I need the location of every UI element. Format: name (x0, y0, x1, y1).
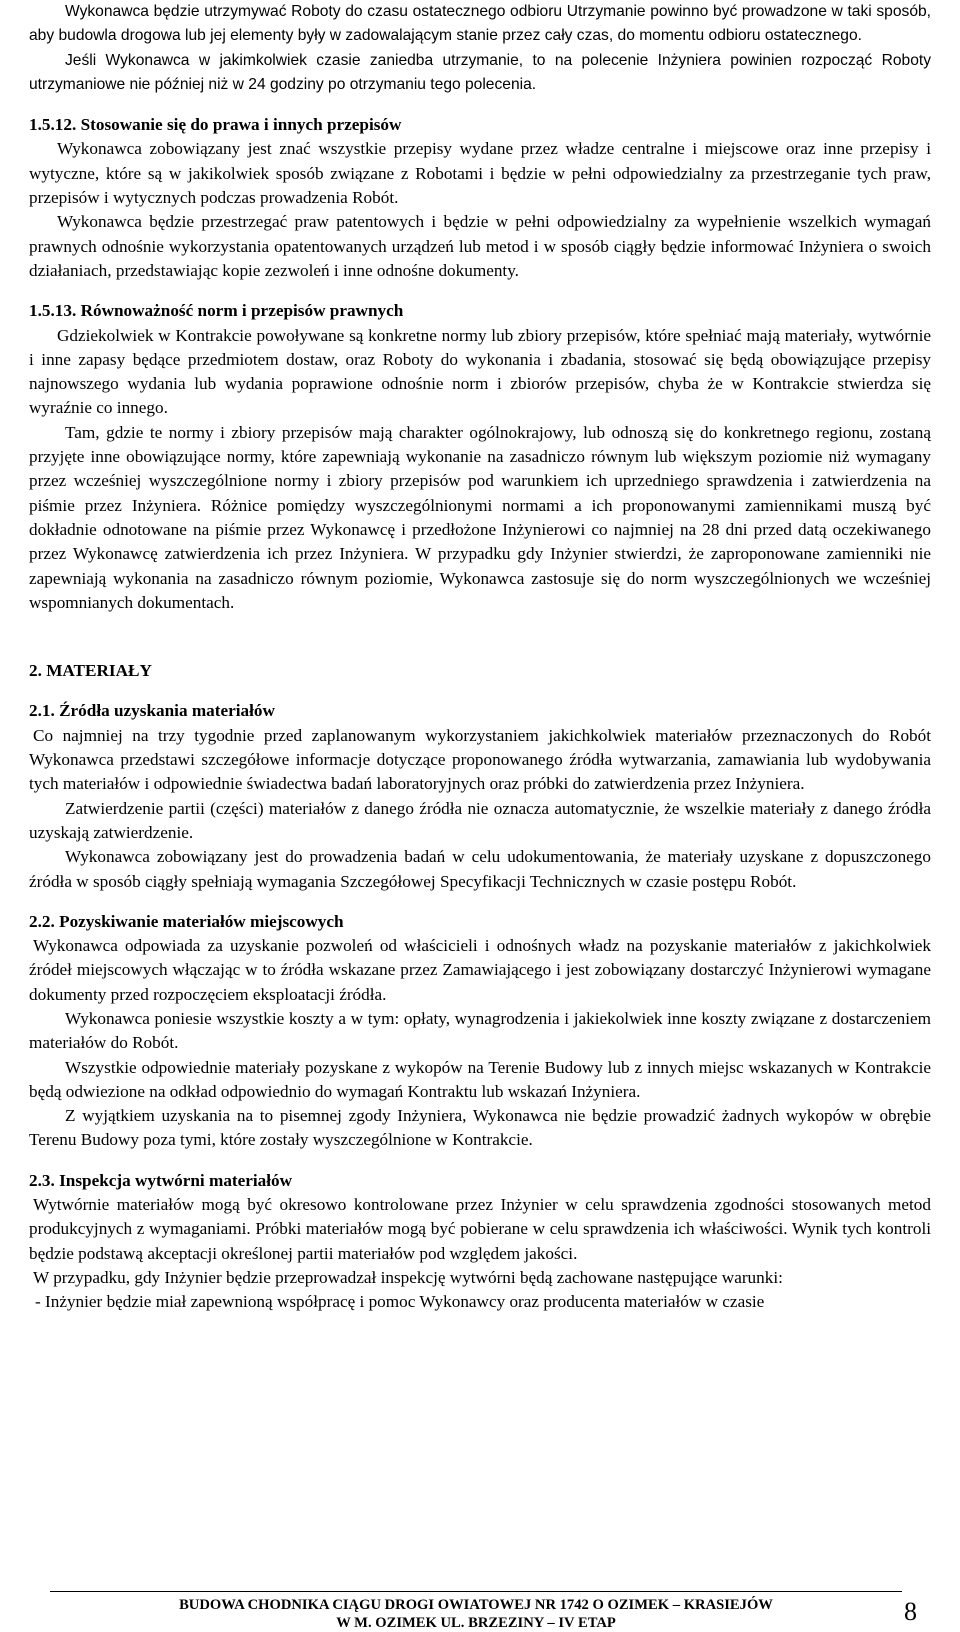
footer-location-line: W M. OZIMEK UL. BRZEZINY – IV ETAP (336, 1615, 616, 1631)
paragraph: Tam, gdzie te normy i zbiory przepisów mają charakter ogólnokrajowy, lub odnoszą się do konkretnego regionu, zostaną przyjęte inne obowiązujące normy, które zapewniają wykonanie na zasadniczo równym lub większym poziomie niż wymagany przez wcześniej wyszczególnione normy i zbiory przepisów pod warunkiem ich uprzedniego sprawdzenia i zatwierdzenia na piśmie przez Inżyniera. Różnice pomiędzy wyszczególnionymi normami a ich proponowanymi zamiennikami muszą być dokładnie odnotowane na piśmie przez Wykonawcę i przedłożone Inżynierowi co najmniej na 28 dni przed datą oczekiwanego przez Wykonawcę zatwierdzenia ich przez Inżyniera. W przypadku gdy Inżynier stwierdzi, że zaproponowane zamienniki nie zapewniają wykonania na zasadniczo równym poziomie, Wykonawca zastosuje się do norm wyszczególnionych we wcześniej wspomnianych dokumentach. (29, 422, 931, 612)
paragraph: Wykonawca będzie przestrzegać praw patentowych i będzie w pełni odpowiedzialny za wypełnienie wszelkich wymagań prawnych odnośnie wykorzystania opatentowanych urządzeń lub metod i w sposób ciągły będzie informować Inżyniera o swoich działaniach, przedstawiając kopie zezwoleń i inne odnośne dokumenty. (29, 212, 931, 280)
paragraph: W przypadku, gdy Inżynier będzie przeprowadzał inspekcję wytwórni będą zachowane następujące warunki: (33, 1267, 783, 1287)
chapter-heading-2: 2. MATERIAŁY (29, 661, 152, 681)
page-number: 8 (904, 1597, 917, 1626)
paragraph: Jeśli Wykonawca w jakimkolwiek czasie zaniedba utrzymanie, to na polecenie Inżyniera powinien rozpocząć Roboty utrzymaniowe nie później niż w 24 godziny po otrzymaniu tego polecenia. (29, 51, 931, 93)
paragraph: Wytwórnie materiałów mogą być okresowo kontrolowane przez Inżynier w celu sprawdzenia zgodności stosowanych metod produkcyjnych z wymaganiami. Próbki materiałów mogą być pobierane w celu sprawdzenia ich właściwości. Wynik tych kontroli będzie podstawą akceptacji określonej partii materiałów pod względem jakości. (29, 1195, 931, 1263)
paragraph: Wykonawca zobowiązany jest znać wszystkie przepisy wydane przez władze centralne i miejscowe oraz inne przepisy i wytyczne, które są w jakikolwiek sposób związane z Robotami i będzie w pełni odpowiedzialny za przestrzeganie tych praw, przepisów i wytycznych podczas prowadzenia Robót. (29, 139, 931, 208)
section-heading-2-2: 2.2. Pozyskiwanie materiałów miejscowych (29, 911, 344, 931)
paragraph: Wykonawca odpowiada za uzyskanie pozwoleń od właścicieli i odnośnych władz na pozyskanie materiałów z jakichkolwiek źródeł miejscowych włączając w to źródła wskazane przez Zamawiającego i jest zobowiązany dostarczyć Inżynierowi wymagane dokumenty przed rozpoczęciem eksploatacji źródła. (29, 936, 931, 1004)
page-footer (50, 1591, 902, 1632)
paragraph: Wszystkie odpowiednie materiały pozyskane z wykopów na Terenie Budowy lub z innych miejsc wskazanych w Kontrakcie będą odwiezione na odkład odpowiednio do wymagań Kontraktu lub wskazań Inżyniera. (29, 1057, 931, 1101)
section-heading-1-5-13: 1.5.13. Równoważność norm i przepisów prawnych (29, 301, 404, 321)
page-content (29, 0, 931, 1315)
paragraph: Wykonawca poniesie wszystkie koszty a w tym: opłaty, wynagrodzenia i jakiekolwiek inne koszty związane z dostarczeniem materiałów do Robót. (29, 1008, 931, 1053)
section-heading-2-3: 2.3. Inspekcja wytwórni materiałów (29, 1170, 293, 1190)
paragraph: Z wyjątkiem uzyskania na to pisemnej zgody Inżyniera, Wykonawca nie będzie prowadzić żadnych wykopów w obrębie Terenu Budowy poza tymi, które zostały wyszczególnione w Kontrakcie. (29, 1106, 931, 1150)
section-heading-2-1: 2.1. Źródła uzyskania materiałów (29, 701, 275, 721)
paragraph: Gdziekolwiek w Kontrakcie powoływane są konkretne normy lub zbiory przepisów, które spełniać mają materiały, wytwórnie i inne zapasy będące przedmiotem dostaw, oraz Roboty do wykonania i zbadania, stosować się będą obowiązujące przepisy najnowszego wydania lub wydania poprawione odnośnie norm i zbiorów przepisów, chyba że w Kontrakcie stwierdza się wyraźnie co innego. (29, 325, 931, 418)
section-heading-1-5-12: 1.5.12. Stosowanie się do prawa i innych przepisów (29, 115, 402, 135)
paragraph: Wykonawca zobowiązany jest do prowadzenia badań w celu udokumentowania, że materiały uzyskane z dopuszczonego źródła w sposób ciągły spełniają wymagania Szczegółowej Specyfikacji Technicznych w czasie postępu Robót. (29, 847, 931, 891)
footer-title-line: BUDOWA CHODNIKA CIĄGU DROGI OWIATOWEJ NR 1742 O OZIMEK – KRASIEJÓW (179, 1597, 773, 1613)
list-item: - Inżynier będzie miał zapewnioną współpracę i pomoc Wykonawcy oraz producenta materiałów w czasie (35, 1292, 765, 1312)
paragraph: Wykonawca będzie utrzymywać Roboty do czasu ostatecznego odbioru Utrzymanie powinno być prowadzone w taki sposób, aby budowla drogowa lub jej elementy były w zadowalającym stanie przez cały czas, do momentu odbioru ostatecznego. (29, 3, 931, 45)
paragraph: Co najmniej na trzy tygodnie przed zaplanowanym wykorzystaniem jakichkolwiek materiałów przeznaczonych do Robót Wykonawca przedstawi szczegółowe informacje dotyczące proponowanego źródła wytwarzania, zamawiania lub wydobywania tych materiałów i odpowiednie świadectwa badań laboratoryjnych oraz próbki do zatwierdzenia przez Inżyniera. (29, 725, 931, 794)
paragraph: Zatwierdzenie partii (części) materiałów z danego źródła nie oznacza automatycznie, że wszelkie materiały z danego źródła uzyskają zatwierdzenie. (29, 798, 931, 842)
